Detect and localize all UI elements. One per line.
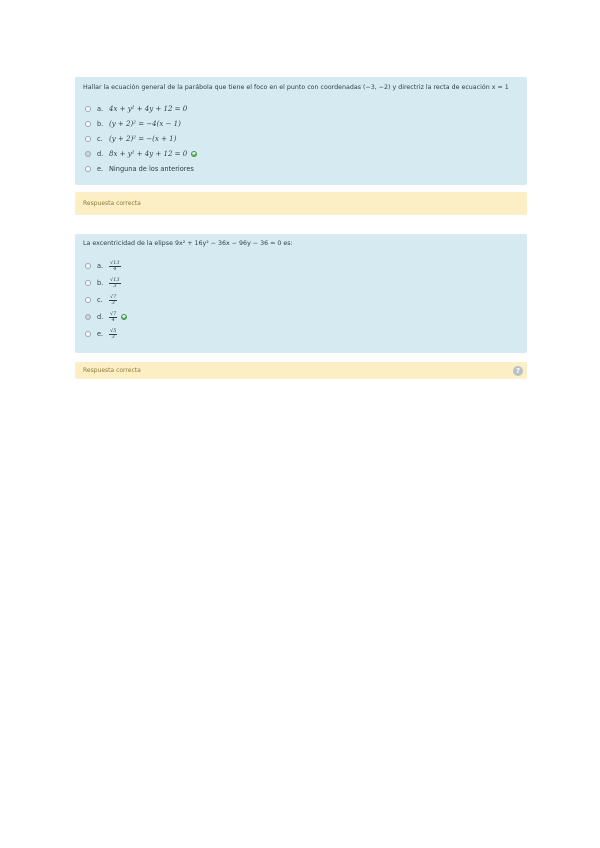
radio-button[interactable] <box>85 121 91 127</box>
q2-option-e[interactable]: e. $\frac{√5}{3}$ <box>85 328 117 340</box>
fraction: $\frac{√7}{4}$ <box>110 310 117 323</box>
feedback-1 <box>75 192 527 215</box>
q2-option-c[interactable]: c. $\frac{√7}{3}$ <box>85 294 117 306</box>
radio-button-selected[interactable] <box>85 314 91 320</box>
feedback-2-text: Respuesta correcta <box>83 367 141 374</box>
help-icon[interactable]: ? <box>513 366 523 376</box>
radio-button[interactable] <box>85 263 91 269</box>
fraction: $\frac{√13}{4}$ <box>110 259 120 272</box>
radio-button[interactable] <box>85 136 91 142</box>
fraction: $\frac{√13}{3}$ <box>110 276 120 289</box>
fraction: $\frac{√7}{3}$ <box>110 293 117 306</box>
question-1-box <box>75 77 527 185</box>
question-1-text: Hallar la ecuación general de la parábola que tiene el foco en el punto con coordenadas (−3, −2) y directriz la recta de ecuación x = 1 <box>83 84 509 91</box>
q1-option-a[interactable]: a. 4x + y² + 4y + 12 = 0 <box>85 103 187 115</box>
q2-option-a[interactable]: a. $\frac{√13}{4}$ <box>85 260 121 272</box>
radio-button[interactable] <box>85 280 91 286</box>
question-2-text: La excentricidad de la elipse 9x² + 16y² − 36x − 96y − 36 = 0 es: <box>83 240 293 247</box>
q1-option-d[interactable]: d. 8x + y² + 4y + 12 = 0 <box>85 148 197 160</box>
radio-button[interactable] <box>85 106 91 112</box>
q2-option-d[interactable]: d. $\frac{√7}{4}$ <box>85 311 127 323</box>
feedback-1-text: Respuesta correcta <box>83 200 141 207</box>
feedback-2 <box>75 362 527 379</box>
q1-option-e[interactable]: e. Ninguna de los anteriores <box>85 163 194 175</box>
radio-button[interactable] <box>85 166 91 172</box>
question-2-box <box>75 234 527 353</box>
q2-option-b[interactable]: b. $\frac{√13}{3}$ <box>85 277 121 289</box>
radio-button-selected[interactable] <box>85 151 91 157</box>
q1-option-c[interactable]: c. (y + 2)² = −(x + 1) <box>85 133 176 145</box>
radio-button[interactable] <box>85 297 91 303</box>
fraction: $\frac{√5}{3}$ <box>110 327 117 340</box>
q1-option-b[interactable]: b. (y + 2)² = −4(x − 1) <box>85 118 181 130</box>
correct-check-icon <box>191 151 197 157</box>
correct-check-icon <box>121 314 127 320</box>
radio-button[interactable] <box>85 331 91 337</box>
